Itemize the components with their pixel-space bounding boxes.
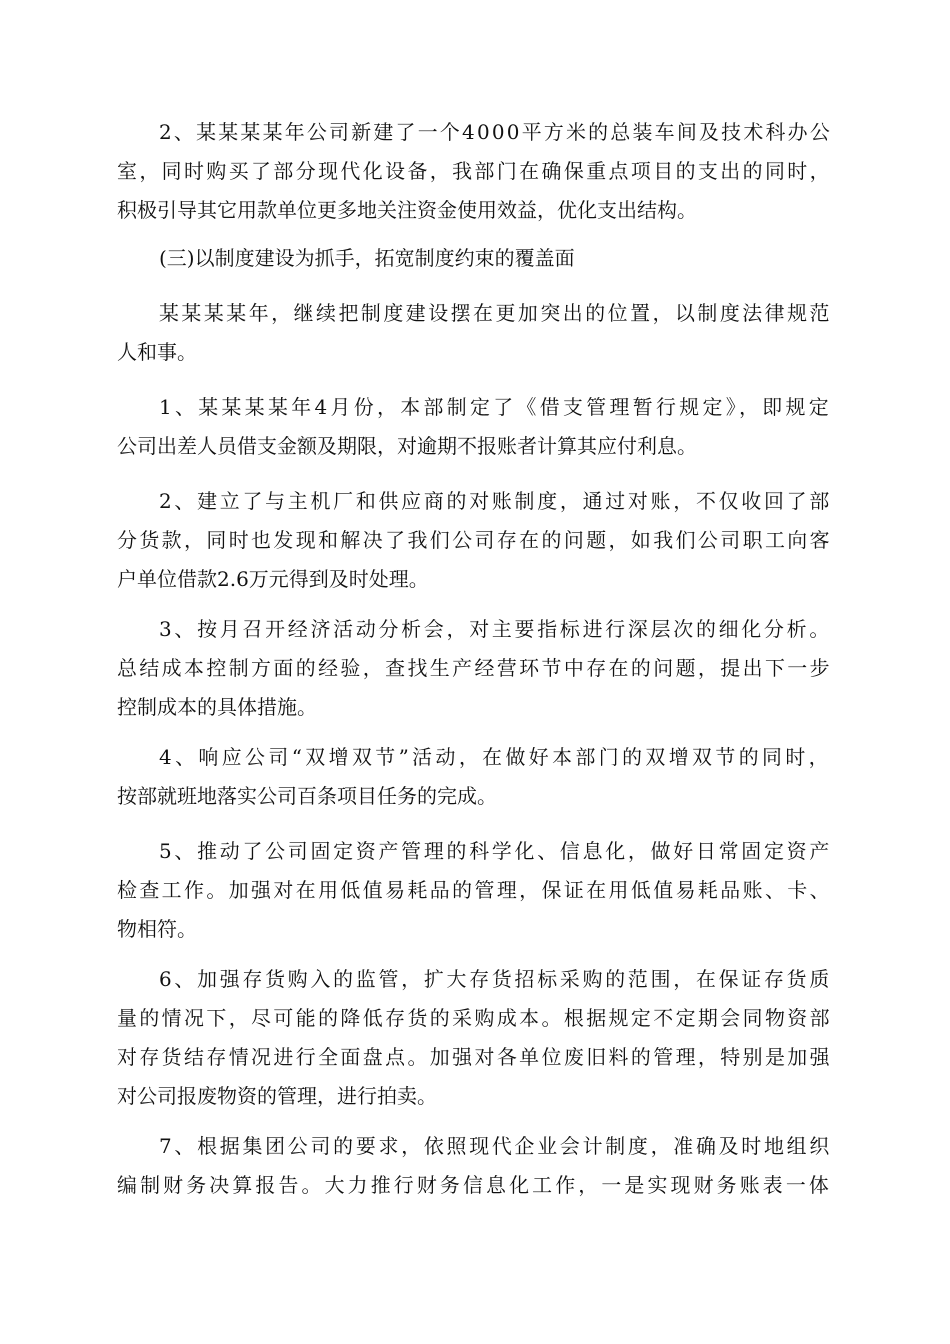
text-line: 2、某某某某年公司新建了一个4000平方米的总装车间及技术科办公	[159, 120, 832, 144]
paragraph-item-6	[117, 960, 832, 1116]
paragraph-item-7	[117, 1127, 832, 1205]
section-heading	[117, 239, 832, 278]
text-line: 5、推动了公司固定资产管理的科学化、信息化，做好日常固定资产	[159, 839, 832, 863]
paragraph-intro	[117, 294, 832, 372]
text-line: 某某某某年，继续把制度建设摆在更加突出的位置，以制度法律规范	[159, 301, 832, 325]
text-line: 2、建立了与主机厂和供应商的对账制度，通过对账，不仅收回了部	[159, 489, 832, 513]
paragraph-item-3	[117, 610, 832, 727]
text-line: 量的情况下，尽可能的降低存货的采购成本。根据规定不定期会同物资部	[117, 1006, 832, 1030]
text-line: 对存货结存情况进行全面盘点。加强对各单位废旧料的管理，特别是加强	[117, 1045, 832, 1069]
text-line: 检查工作。加强对在用低值易耗品的管理，保证在用低值易耗品账、卡、	[117, 878, 832, 902]
text-line: 3、按月召开经济活动分析会，对主要指标进行深层次的细化分析。	[159, 617, 832, 641]
paragraph-item-2	[117, 482, 832, 599]
text-line: 编制财务决算报告。大力推行财务信息化工作，一是实现财务账表一体	[117, 1173, 832, 1197]
text-line: 总结成本控制方面的经验，查找生产经营环节中存在的问题，提出下一步	[117, 656, 832, 680]
paragraph-item-4	[117, 738, 832, 816]
text-line: 积极引导其它用款单位更多地关注资金使用效益，优化支出结构。	[117, 198, 697, 222]
text-line: 人和事。	[117, 340, 197, 364]
text-line: 对公司报废物资的管理，进行拍卖。	[117, 1084, 437, 1108]
text-line: 户单位借款2.6万元得到及时处理。	[117, 567, 429, 591]
text-line: 物相符。	[117, 917, 197, 941]
text-line: 公司出差人员借支金额及期限，对逾期不报账者计算其应付利息。	[117, 434, 697, 458]
text-line: 4、响应公司“双增双节”活动，在做好本部门的双增双节的同时，	[159, 745, 832, 769]
text-line: 室，同时购买了部分现代化设备，我部门在确保重点项目的支出的同时，	[117, 159, 832, 183]
paragraph-item-2-workshop	[117, 113, 832, 230]
text-line: (三)以制度建设为抓手，拓宽制度约束的覆盖面	[159, 246, 575, 270]
text-line: 7、根据集团公司的要求，依照现代企业会计制度，准确及时地组织	[159, 1134, 832, 1158]
text-line: 6、加强存货购入的监管，扩大存货招标采购的范围，在保证存货质	[159, 967, 832, 991]
text-line: 1、某某某某年4月份，本部制定了《借支管理暂行规定》，即规定	[159, 395, 832, 419]
text-line: 按部就班地落实公司百条项目任务的完成。	[117, 784, 497, 808]
paragraph-item-1	[117, 388, 832, 466]
text-line: 控制成本的具体措施。	[117, 695, 317, 719]
paragraph-item-5	[117, 832, 832, 949]
text-line: 分货款，同时也发现和解决了我们公司存在的问题，如我们公司职工向客	[117, 528, 832, 552]
